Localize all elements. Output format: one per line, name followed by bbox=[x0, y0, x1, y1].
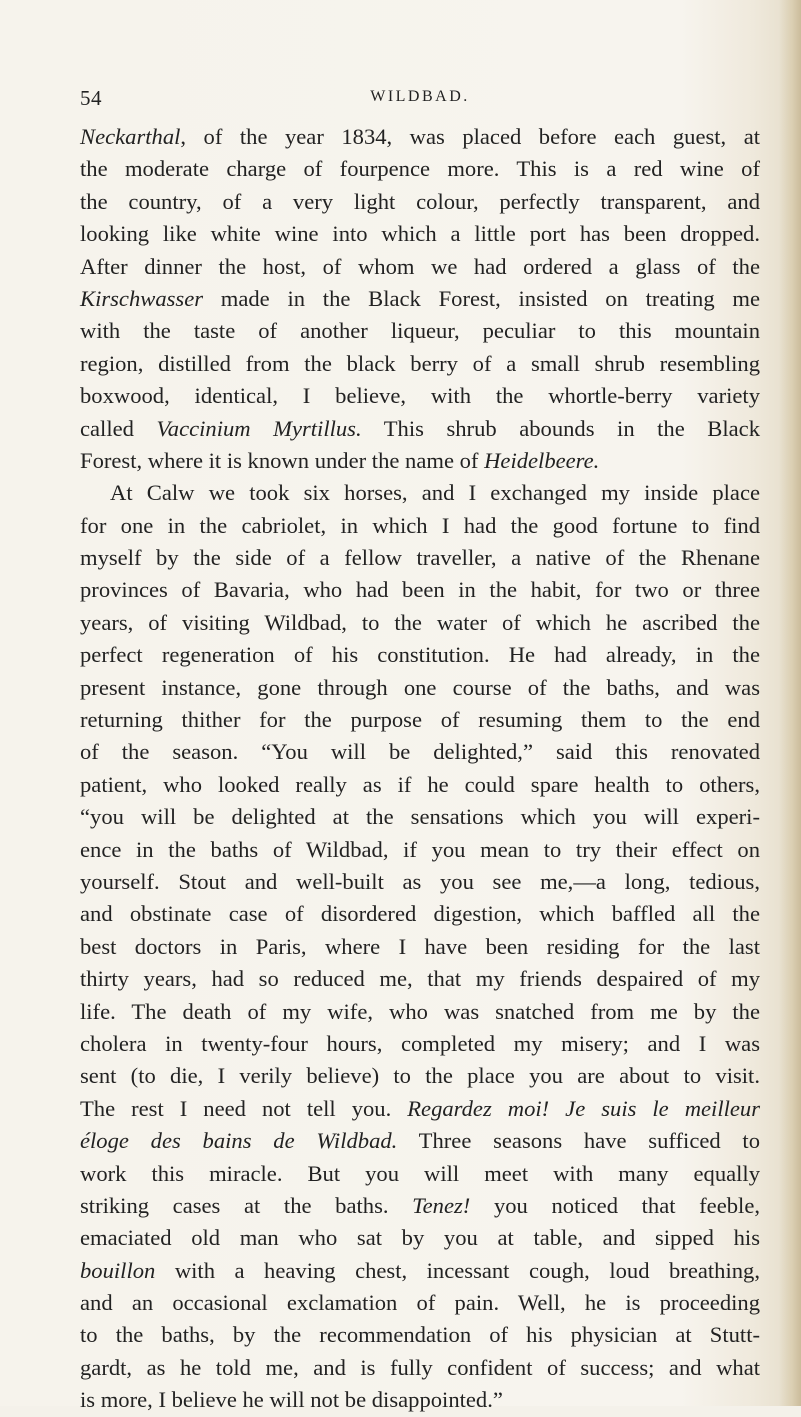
body-text bbox=[80, 121, 760, 1417]
italic-text: Regardez moi! Je suis le meilleur bbox=[407, 1095, 761, 1121]
text-line bbox=[80, 574, 760, 606]
text-line bbox=[80, 542, 760, 574]
italic-text: Heidelbeere. bbox=[484, 447, 600, 473]
page-header bbox=[80, 86, 760, 116]
text-run: The rest I need not tell you. bbox=[80, 1095, 408, 1121]
text-run: with a heaving chest, incessant cough, loud breathing, bbox=[155, 1257, 760, 1283]
text-line bbox=[80, 477, 760, 509]
text-line bbox=[80, 672, 760, 704]
text-line bbox=[80, 1319, 760, 1351]
text-run: work this miracle. But you will meet with many equally bbox=[80, 1160, 760, 1186]
text-run: looking like white wine into which a little port has been dropped. bbox=[80, 221, 760, 247]
text-run: “you will be delighted at the sensations which you will experi- bbox=[80, 804, 760, 830]
text-line bbox=[80, 1255, 760, 1287]
text-line bbox=[80, 736, 760, 768]
italic-text: Tenez! bbox=[412, 1192, 471, 1218]
text-line bbox=[80, 1384, 760, 1416]
text-run: for one in the cabriolet, in which I had the good fortune to find bbox=[80, 512, 760, 538]
text-run: Forest, where it is known under the name of bbox=[80, 447, 485, 473]
text-line bbox=[80, 704, 760, 736]
text-line bbox=[80, 801, 760, 833]
text-run: After dinner the host, of whom we had ordered a glass of the bbox=[80, 253, 760, 279]
running-head: WILDBAD. bbox=[370, 88, 470, 105]
text-run: perfect regeneration of his constitution. He had already, in the bbox=[80, 642, 760, 668]
page-number: 54 bbox=[80, 86, 102, 110]
text-run: emaciated old man who sat by you at table, and sipped his bbox=[80, 1225, 760, 1251]
text-run: thirty years, had so reduced me, that my friends despaired of my bbox=[80, 966, 760, 992]
italic-text: Neckarthal bbox=[80, 124, 181, 149]
italic-text: Vaccinium Myrtillus. bbox=[156, 415, 362, 441]
text-line bbox=[80, 445, 760, 477]
text-run: is more, I believe he will not be disappointed.” bbox=[80, 1387, 503, 1413]
italic-text: bouillon bbox=[80, 1257, 156, 1283]
text-run: provinces of Bavaria, who had been in the habit, for two or three bbox=[80, 577, 760, 603]
text-line bbox=[80, 283, 760, 315]
text-run: and an occasional exclamation of pain. Well, he is proceeding bbox=[80, 1290, 760, 1316]
text-run: present instance, gone through one course of the baths, and was bbox=[80, 674, 760, 700]
text-line bbox=[80, 866, 760, 898]
text-line bbox=[80, 380, 760, 412]
text-run: boxwood, identical, I believe, with the whortle-berry variety bbox=[80, 383, 760, 409]
text-run: and obstinate case of disordered digestion, which baffled all the bbox=[80, 901, 760, 927]
page-edge-shadow bbox=[779, 0, 801, 1406]
text-line bbox=[80, 1287, 760, 1319]
text-line bbox=[80, 607, 760, 639]
text-line bbox=[80, 315, 760, 347]
text-line bbox=[80, 1125, 760, 1157]
text-run: This shrub abounds in the Black bbox=[361, 415, 760, 441]
text-line bbox=[80, 1158, 760, 1190]
text-run: gardt, as he told me, and is fully confident of success; and what bbox=[80, 1354, 760, 1380]
text-run: called bbox=[80, 415, 157, 441]
text-run: myself by the side of a fellow traveller, a native of the Rhenane bbox=[80, 545, 760, 571]
text-line bbox=[80, 1093, 760, 1125]
text-run: the moderate charge of fourpence more. This is a red wine of bbox=[80, 156, 760, 182]
text-run: the country, of a very light colour, perfectly transparent, and bbox=[80, 188, 760, 214]
text-line bbox=[80, 1028, 760, 1060]
text-line bbox=[80, 251, 760, 283]
italic-text: éloge des bains de Wildbad. bbox=[80, 1128, 398, 1154]
text-run: life. The death of my wife, who was snatched from me by the bbox=[80, 998, 760, 1024]
text-run: cholera in twenty-four hours, completed my misery; and I was bbox=[80, 1030, 760, 1056]
text-line bbox=[80, 834, 760, 866]
text-line bbox=[80, 121, 760, 153]
text-line bbox=[80, 218, 760, 250]
text-run: striking cases at the baths. bbox=[80, 1192, 413, 1218]
text-run: with the taste of another liqueur, peculiar to this mountain bbox=[80, 318, 760, 344]
text-line bbox=[80, 963, 760, 995]
text-run: patient, who looked really as if he could spare health to others, bbox=[80, 771, 760, 797]
text-line bbox=[80, 510, 760, 542]
text-line bbox=[80, 1222, 760, 1254]
text-run: of the season. “You will be delighted,” said this renovated bbox=[80, 739, 760, 765]
text-line bbox=[80, 413, 760, 445]
text-run: , of the year 1834, was placed before each guest, at bbox=[180, 124, 760, 149]
italic-text: Kirschwasser bbox=[80, 285, 204, 311]
text-run: years, of visiting Wildbad, to the water of which he ascribed the bbox=[80, 609, 760, 635]
text-line bbox=[80, 348, 760, 380]
text-run: you noticed that feeble, bbox=[470, 1192, 760, 1218]
text-run: At Calw we took six horses, and I exchanged my inside place bbox=[110, 480, 760, 506]
text-line bbox=[80, 186, 760, 218]
text-run: ence in the baths of Wildbad, if you mean to try their effect on bbox=[80, 836, 760, 862]
text-run: Three seasons have sufficed to bbox=[397, 1128, 760, 1154]
text-line bbox=[80, 996, 760, 1028]
text-line bbox=[80, 153, 760, 185]
text-run: sent (to die, I verily believe) to the place you are about to visit. bbox=[80, 1063, 760, 1089]
text-line bbox=[80, 1060, 760, 1092]
text-line bbox=[80, 931, 760, 963]
text-run: best doctors in Paris, where I have been residing for the last bbox=[80, 933, 760, 959]
text-line bbox=[80, 1352, 760, 1384]
text-line bbox=[80, 898, 760, 930]
text-line bbox=[80, 639, 760, 671]
text-run: region, distilled from the black berry of a small shrub resembling bbox=[80, 350, 760, 376]
text-run: made in the Black Forest, insisted on treating me bbox=[203, 285, 760, 311]
text-run: yourself. Stout and well-built as you see me,—a long, tedious, bbox=[80, 868, 760, 894]
text-line bbox=[80, 1190, 760, 1222]
text-run: to the baths, by the recommendation of his physician at Stutt- bbox=[80, 1322, 760, 1348]
text-run: returning thither for the purpose of resuming them to the end bbox=[80, 707, 760, 733]
text-line bbox=[80, 769, 760, 801]
